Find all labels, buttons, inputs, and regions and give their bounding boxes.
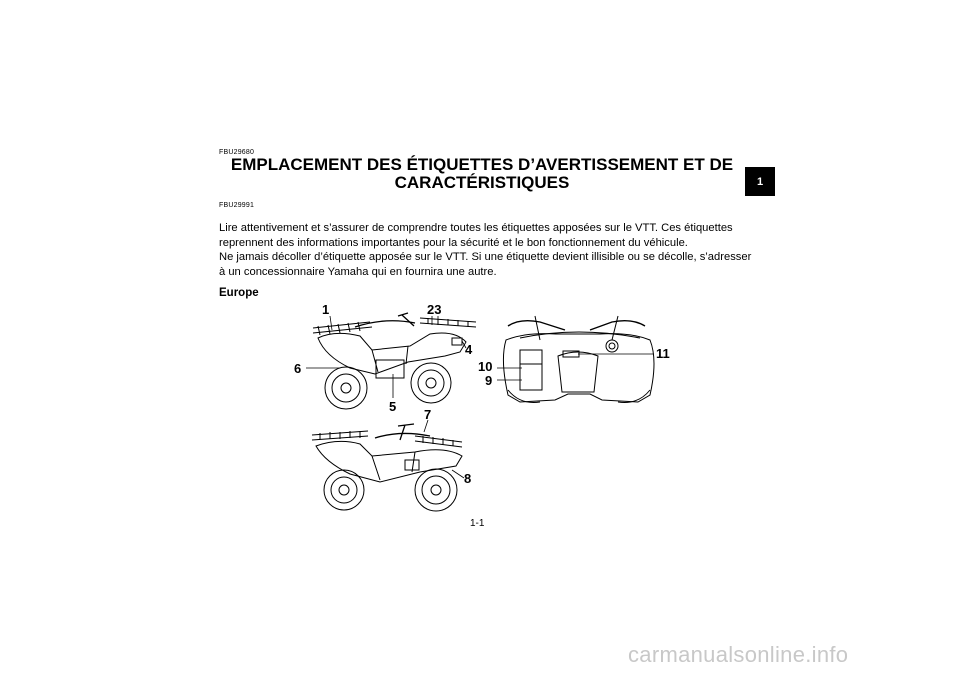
title-line-2: CARACTÉRISTIQUES xyxy=(394,173,570,192)
callout-10: 10 xyxy=(478,359,493,374)
atv-right-side-view xyxy=(312,424,462,511)
paragraph-code: FBU29991 xyxy=(219,202,255,209)
callout-7: 7 xyxy=(424,407,432,422)
region-heading: Europe xyxy=(219,287,259,299)
callout-11: 11 xyxy=(656,346,670,361)
callout-1: 1 xyxy=(322,302,330,317)
page-number: 1-1 xyxy=(470,518,485,529)
callout-4: 4 xyxy=(465,342,473,357)
callout-23: 23 xyxy=(427,302,442,317)
chapter-tab: 1 xyxy=(745,167,775,196)
watermark: carmanualsonline.info xyxy=(628,642,849,667)
title-line-1: EMPLACEMENT DES ÉTIQUETTES D’AVERTISSEMENT ET DE xyxy=(230,155,734,174)
section-code: FBU29680 xyxy=(219,149,255,156)
paragraph-1: Lire attentivement et s’assurer de comprendre toutes les étiquettes apposées sur le VTT. Ces étiquettes reprennent des informations importantes pour la sécurité et le bon fonctionnement du véhicule. xyxy=(219,222,733,249)
callout-5: 5 xyxy=(389,399,397,414)
callout-8: 8 xyxy=(464,471,472,486)
paragraph-2: Ne jamais décoller d’étiquette apposée sur le VTT. Si une étiquette devient illisible ou se décolle, s’adresser à un concessionnaire Yamaha qui en fournira une autre. xyxy=(219,251,752,278)
callout-9: 9 xyxy=(485,373,493,388)
atv-left-side-view xyxy=(313,313,476,409)
atv-front-view xyxy=(503,316,654,403)
callout-6: 6 xyxy=(294,361,302,376)
